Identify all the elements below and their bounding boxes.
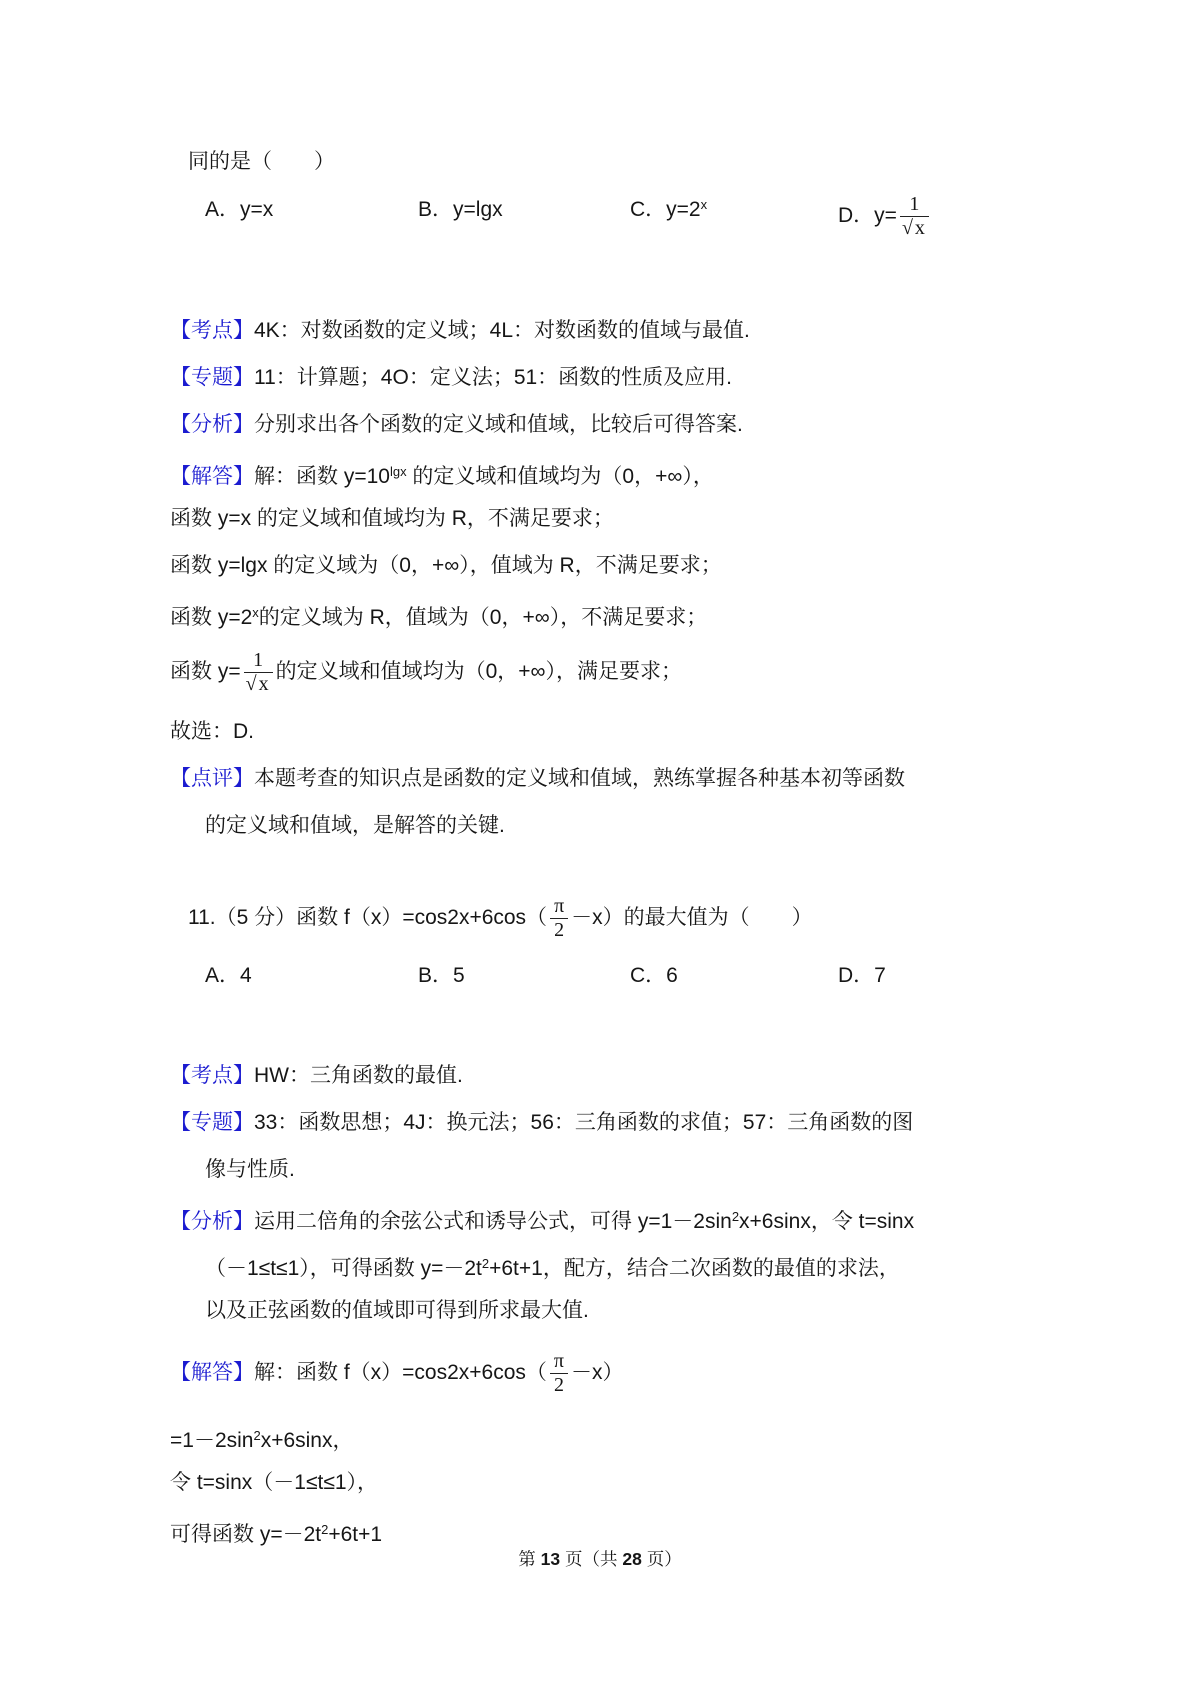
q11-fenxi-line2 <box>170 1240 1110 1287</box>
zhuanti-tag: 【专题】 <box>170 366 254 389</box>
q11-jieda-l4-pre: 可得函数 y=－2t <box>170 1523 322 1546</box>
radicand: x <box>258 672 269 695</box>
q11-fenxi-l2-pre: （－1≤t≤1），可得函数 y=－2t <box>205 1257 482 1280</box>
q10-option-b <box>418 193 503 223</box>
q11-jieda-l1-pre: 解：函数 f（x）=cos2x+6cos（ <box>254 1361 547 1384</box>
q10-fenxi-text: 分别求出各个函数的定义域和值域，比较后可得答案. <box>254 413 743 436</box>
q11-jieda-line2 <box>170 1412 1110 1459</box>
q10-zhuanti-line <box>170 354 1110 401</box>
q11-option-b-text: 5 <box>453 964 465 987</box>
q11-fenxi-l2-post: +6t+1，配方，结合二次函数的最值的求法， <box>489 1257 900 1280</box>
fraction-numerator: 1 <box>900 193 929 217</box>
fenxi-tag: 【分析】 <box>170 413 254 436</box>
q10-kaodian-line <box>170 307 1110 354</box>
q10-option-c-label: C． <box>630 198 667 221</box>
q11-fenxi-l3-text: 以及正弦函数的值域即可得到所求最大值. <box>205 1299 589 1322</box>
q10-dianping-line1 <box>170 755 1110 802</box>
q11-zhuanti-line1 <box>170 1099 1110 1146</box>
q10-jieda-line1 <box>170 448 1110 495</box>
q11-option-b-label: B． <box>418 964 454 987</box>
q10-option-d-label: D． <box>838 204 875 228</box>
q11-option-d <box>838 959 886 989</box>
q10-option-c-exponent: x <box>700 197 708 212</box>
q11-fenxi-l1-exponent: 2 <box>731 1209 740 1224</box>
q11-zhuanti-l1-text: 33：函数思想；4J：换元法；56：三角函数的求值；57：三角函数的图 <box>254 1111 914 1134</box>
q11-jieda-l1-fraction <box>550 1350 568 1397</box>
q10-option-d <box>838 193 932 240</box>
q10-jieda-l1-post: 的定义域和值域均为（0，+∞）， <box>406 465 714 488</box>
fenxi-tag: 【分析】 <box>170 1210 254 1233</box>
q11-option-d-label: D． <box>838 964 875 987</box>
footer-total-pages: 28 <box>622 1549 642 1569</box>
q10-zhuanti-text: 11：计算题；4O：定义法；51：函数的性质及应用. <box>254 366 733 389</box>
q11-stem <box>170 879 1110 957</box>
q11-option-c <box>630 959 678 989</box>
q10-conclusion-text: 故选：D. <box>170 720 254 743</box>
footer-mid: 页（共 <box>560 1549 623 1569</box>
q11-option-c-label: C． <box>630 964 667 987</box>
q11-kaodian-line <box>170 1052 1110 1099</box>
q10-dianping-l2-text: 的定义域和值域，是解答的关键. <box>205 814 505 837</box>
q10-option-a-text: y=x <box>240 198 274 221</box>
q10-jieda-line5 <box>170 636 1110 708</box>
q10-jieda-l5-post: 的定义域和值域均为（0，+∞），满足要求； <box>275 660 683 683</box>
footer-page-number: 13 <box>540 1549 561 1569</box>
q10-option-a <box>205 193 273 223</box>
q11-jieda-l4-exponent: 2 <box>321 1522 329 1537</box>
q10-jieda-line3 <box>170 542 1110 589</box>
q10-jieda-l4-post: 的定义域为 R，值域为（0，+∞），不满足要求； <box>258 606 708 629</box>
fraction-denominator <box>900 217 929 240</box>
q10-jieda-line4 <box>170 589 1110 636</box>
q11-option-a-text: 4 <box>240 964 252 987</box>
q11-jieda-l2-post: x+6sinx， <box>260 1429 354 1452</box>
q11-jieda-line1 <box>170 1334 1110 1412</box>
q11-jieda-l4-post: +6t+1 <box>328 1523 383 1546</box>
q10-dianping-l1-text: 本题考查的知识点是函数的定义域和值域，熟练掌握各种基本初等函数 <box>254 767 905 790</box>
jieda-tag: 【解答】 <box>170 465 254 488</box>
page-footer <box>0 1546 1200 1571</box>
kaodian-tag: 【考点】 <box>170 1064 254 1087</box>
q11-options-row <box>170 957 1110 1007</box>
q11-option-b <box>418 959 465 989</box>
q10-option-b-text: y=lgx <box>453 198 503 221</box>
q10-jieda-l5-fraction <box>244 649 273 696</box>
q10-kaodian-text: 4K：对数函数的定义域；4L：对数函数的值域与最值. <box>254 319 750 342</box>
footer-pre: 第 <box>518 1549 541 1569</box>
footer-post: 页） <box>641 1549 682 1569</box>
fraction-denominator <box>244 673 273 696</box>
q11-stem-fraction <box>550 895 568 942</box>
q11-jieda-l2-pre: =1－2sin <box>170 1429 254 1452</box>
q11-jieda-l3-text: 令 t=sinx（－1≤t≤1）， <box>170 1471 379 1494</box>
q10-jieda-l4-exponent: x <box>252 605 259 620</box>
q10-jieda-line2 <box>170 495 1110 542</box>
radical-sign: √ <box>901 217 913 239</box>
q11-option-a-label: A． <box>205 964 241 987</box>
fraction-numerator: 1 <box>244 649 273 673</box>
q11-fenxi-line3 <box>170 1287 1110 1334</box>
q10-jieda-l5-pre: 函数 y= <box>170 660 241 683</box>
fraction-numerator: π <box>550 895 568 919</box>
kaodian-tag: 【考点】 <box>170 319 254 342</box>
q10-option-d-base: y= <box>874 204 897 228</box>
q10-option-c <box>630 193 707 223</box>
radical-sign: √ <box>245 672 257 695</box>
jieda-tag: 【解答】 <box>170 1361 254 1384</box>
q10-dianping-line2 <box>170 802 1110 849</box>
q11-jieda-line3 <box>170 1459 1110 1506</box>
q11-kaodian-text: HW：三角函数的最值. <box>254 1064 463 1087</box>
q10-fenxi-line <box>170 401 1110 448</box>
q10-jieda-l4-pre: 函数 y=2 <box>170 606 253 629</box>
q11-fenxi-l2-exponent: 2 <box>481 1256 490 1271</box>
q10-jieda-l1-pre: 解：函数 y=10 <box>254 465 390 488</box>
q10-option-b-label: B． <box>418 198 454 221</box>
radicand: x <box>914 217 925 239</box>
q10-jieda-l2-text: 函数 y=x 的定义域和值域均为 R，不满足要求； <box>170 507 614 530</box>
page-content <box>170 0 1110 1553</box>
q11-zhuanti-line2 <box>170 1146 1110 1193</box>
fraction-numerator: π <box>550 1350 568 1374</box>
q10-option-d-fraction <box>900 193 929 240</box>
q11-stem-pre: 11.（5 分）函数 f（x）=cos2x+6cos（ <box>188 906 548 929</box>
zhuanti-tag: 【专题】 <box>170 1111 254 1134</box>
q10-options-row <box>170 185 1110 257</box>
q10-stem-tail-text: 同的是（ ） <box>188 150 335 173</box>
q10-jieda-l3-text: 函数 y=lgx 的定义域为（0，+∞），值域为 R，不满足要求； <box>170 554 722 577</box>
fraction-denominator: 2 <box>553 1373 564 1396</box>
q10-option-a-label: A． <box>205 198 241 221</box>
q10-option-c-base: y=2 <box>666 198 701 221</box>
q10-conclusion <box>170 708 1110 755</box>
q11-fenxi-line1 <box>170 1193 1110 1240</box>
q11-option-c-text: 6 <box>666 964 678 987</box>
q11-option-a <box>205 959 252 989</box>
q11-zhuanti-l2-text: 像与性质. <box>205 1158 295 1181</box>
q10-jieda-l1-exponent: lgx <box>389 464 407 479</box>
q10-stem-tail <box>170 138 1110 185</box>
q11-option-d-text: 7 <box>874 964 886 987</box>
q11-fenxi-l1-post: x+6sinx，令 t=sinx <box>739 1210 915 1233</box>
q11-jieda-l2-exponent: 2 <box>253 1428 261 1443</box>
q11-fenxi-l1-pre: 运用二倍角的余弦公式和诱导公式，可得 y=1－2sin <box>254 1210 732 1233</box>
q11-stem-post: －x）的最大值为（ ） <box>571 906 813 929</box>
q11-jieda-l1-post: －x） <box>571 1361 624 1384</box>
fraction-denominator: 2 <box>554 918 565 941</box>
dianping-tag: 【点评】 <box>170 767 254 790</box>
